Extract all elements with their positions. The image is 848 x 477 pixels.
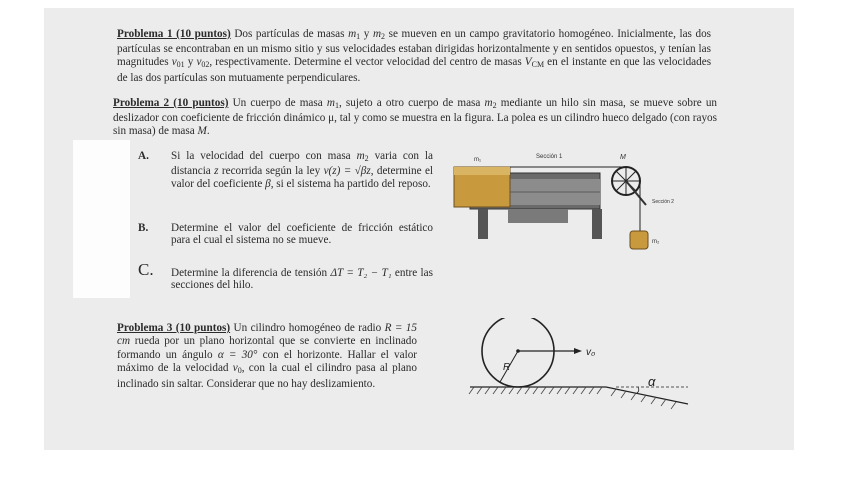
angle-arc — [637, 387, 639, 393]
problem3-title: Problema 3 (10 puntos) — [117, 322, 231, 334]
problem2-text: Problema 2 (10 puntos) Un cuerpo de masa $m_1$, sujeto a otro cuerpo de masa $m_2$ mediante un hilo sin masa, se mueve sobre un deslizador con coeficiente de fricción dinámico μ, tal y como se muestra en la figura. La polea es un cilindro hueco delgado (con rayos sin masa) de masa M. — [113, 97, 718, 138]
label-alpha: α — [648, 374, 656, 389]
formula-v: v(z) = √βz — [323, 165, 371, 178]
label-section1: Sección 1 — [536, 154, 563, 160]
cylinder-figure — [466, 318, 696, 418]
label-M: M — [620, 154, 626, 161]
block-m2 — [630, 231, 648, 249]
label-m2: m₂ — [652, 239, 660, 245]
item-b-label: B. — [138, 222, 149, 234]
redaction-box — [73, 140, 130, 298]
ground-inclined — [606, 387, 688, 404]
label-section2: Sección 2 — [652, 199, 674, 205]
pulley-figure — [450, 145, 700, 265]
label-R: R — [503, 362, 511, 373]
problem1-title: Problema 1 (10 puntos) — [117, 28, 231, 40]
item-a-label: A. — [138, 150, 149, 162]
problem1-text: Problema 1 (10 puntos) Dos partículas de masas $m_1$ y $m_2$ se mueven en un campo gravitatorio homogéneo. Inicialmente, las dos partículas se encontraban en un mismo sitio y sus velocidades estaban dirigidas horizontalmente y en sentidos opuestos, y tenían las magnitudes $v_{01}$ y $v_{02}$, respectivamente. Determine el vector velocidad del centro de masas $V_{CM}$ en el instante en que las velocidades de las dos partículas son mutuamente perpendiculares. — [117, 28, 712, 84]
label-m1: m₁ — [474, 157, 482, 163]
label-v0: v₀ — [586, 347, 596, 358]
ground-hatching — [469, 387, 676, 409]
problem2-title: Problema 2 (10 puntos) — [113, 97, 229, 109]
pulley — [612, 167, 646, 205]
formula-dt: ΔT = T₂ − T₁ — [330, 267, 392, 279]
problem3-text: Problema 3 (10 puntos) Un cilindro homogéneo de radio R = 15 cm rueda por un plano horizontal que se convierte en inclinado formando un ángulo α = 30° con el horizonte. Hallar el valor máximo de la velocidad $v_0$, con la cual el cilindro pasa al plano inclinado sin saltar. Considerar que no hay deslizamiento. — [117, 322, 418, 390]
item-c-label: C. — [138, 260, 154, 279]
